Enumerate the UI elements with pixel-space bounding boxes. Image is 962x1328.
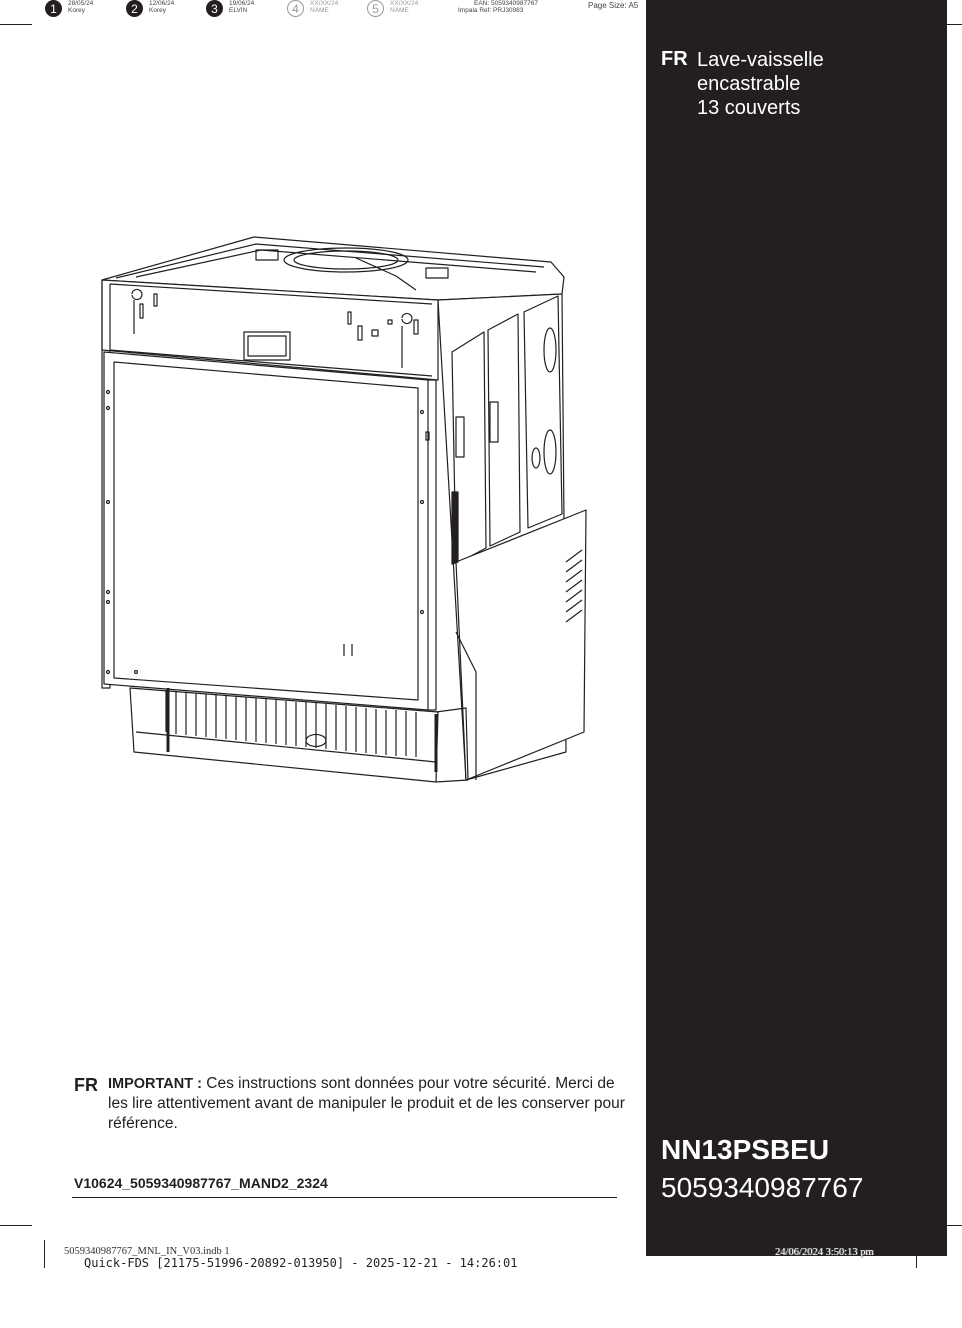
quick-fds-stamp: Quick-FDS [21175-51996-20892-013950] - 2025-12-21 - 14:26:01 xyxy=(84,1256,518,1270)
product-title-line: 13 couverts xyxy=(697,97,801,119)
revision-date: XX/XX/24 xyxy=(310,0,339,7)
revision-number: 5 xyxy=(367,0,384,17)
revision-date: 12/06/24 xyxy=(149,0,175,7)
important-text: Ces instructions sont données pour votre sécurité. Merci de les lire attentivement avant de manipuler le produit et de les conserver pour référence. xyxy=(108,1075,625,1132)
revision-date: 19/06/24 xyxy=(229,0,255,7)
revision-name: NAME xyxy=(390,7,409,14)
indd-slug: 5059340987767_MNL_IN_V03.indb 1 xyxy=(64,1246,230,1257)
revision-number: 1 xyxy=(45,0,62,17)
page-size: Page Size: A5 xyxy=(588,1,639,10)
revision-number: 2 xyxy=(126,0,143,17)
print-date-stamp: 24/06/2024 3:50:13 pm xyxy=(775,1247,874,1258)
revision-date: 28/05/24 xyxy=(68,0,94,7)
revision-4 xyxy=(287,0,338,16)
impala-ref: Impala Ref: PRJ30983 xyxy=(458,7,524,14)
product-title-line: Lave-vaisselle xyxy=(697,49,824,71)
dishwasher-illustration xyxy=(96,232,592,792)
crop-mark xyxy=(0,1225,32,1226)
revision-number: 3 xyxy=(206,0,223,17)
revision-date: XX/XX/24 xyxy=(390,0,419,7)
revision-number: 4 xyxy=(287,0,304,17)
revision-2 xyxy=(126,0,174,16)
divider xyxy=(72,1197,617,1198)
product-title-line: encastrable xyxy=(697,73,801,95)
crop-mark xyxy=(44,1240,45,1268)
important-label: IMPORTANT : xyxy=(108,1076,202,1092)
revision-name: ELVIN xyxy=(229,7,248,14)
important-language-code: FR xyxy=(74,1075,98,1095)
revision-name: Korey xyxy=(149,7,166,14)
model-number: NN13PSBEU xyxy=(661,1134,830,1165)
revision-3 xyxy=(206,0,254,16)
revision-name: Korey xyxy=(68,7,85,14)
ean-block xyxy=(458,0,538,14)
product-title xyxy=(697,48,824,120)
ean-number: 5059340987767 xyxy=(661,1172,864,1203)
ean-line: EAN: 5059340987767 xyxy=(474,0,538,7)
revision-5 xyxy=(367,0,418,16)
crop-mark xyxy=(0,24,32,25)
important-notice xyxy=(108,1074,628,1134)
document-reference: V10624_5059340987767_MAND2_2324 xyxy=(74,1175,328,1191)
revision-1 xyxy=(45,0,93,16)
panel-language-code: FR xyxy=(661,48,688,70)
revision-name: NAME xyxy=(310,7,329,14)
cover-panel xyxy=(646,0,947,1256)
